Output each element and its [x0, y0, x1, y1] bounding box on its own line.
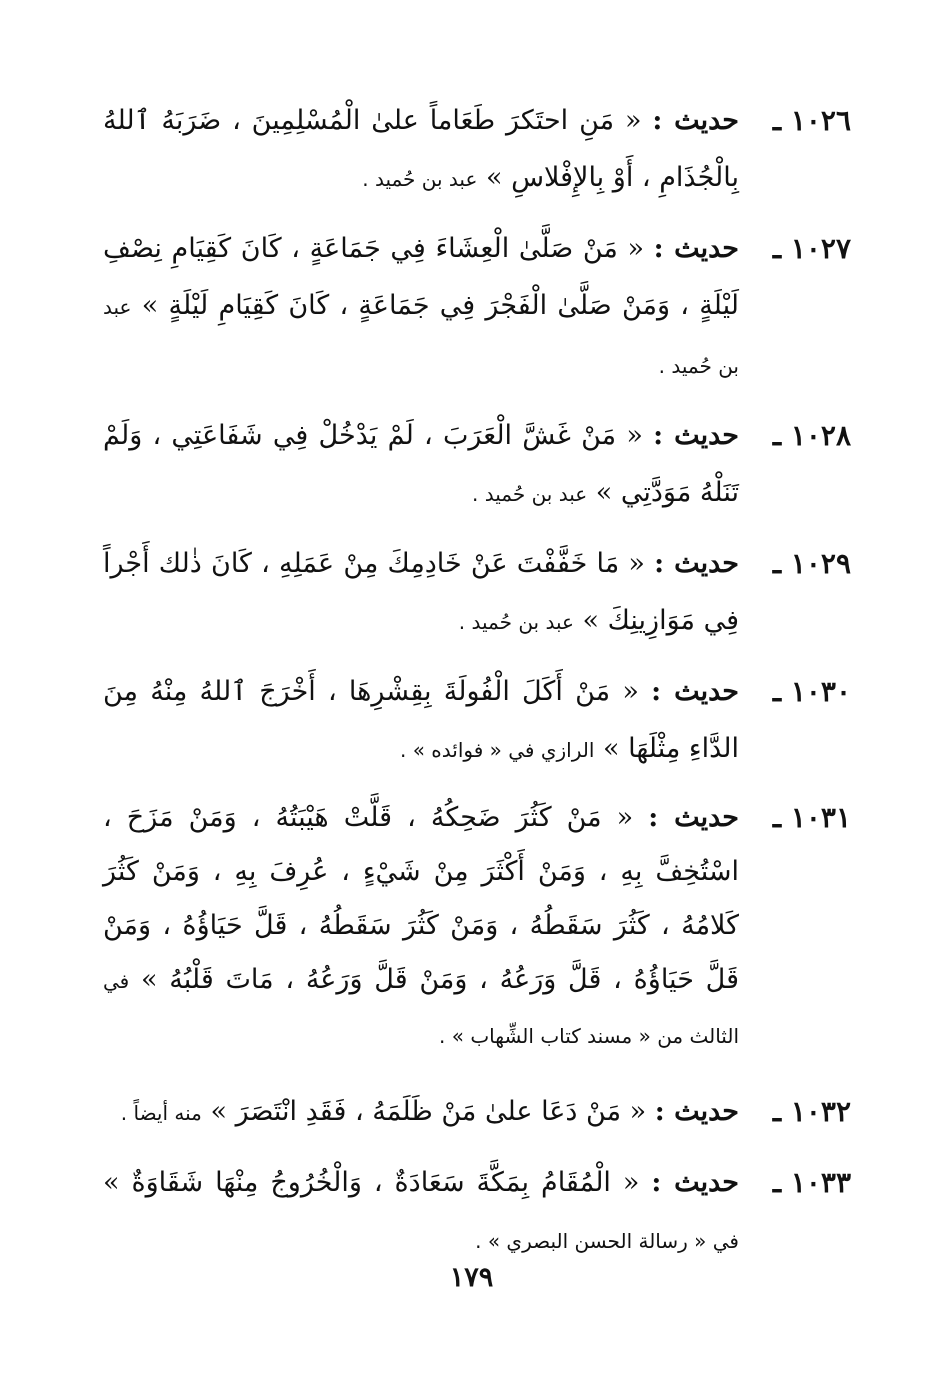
hadith-text: « مَنْ صَلَّىٰ الْعِشَاءَ فِي جَمَاعَةٍ ، كَانَ كَقِيَامِ نِصْفِ لَيْلَةٍ ، وَمَنْ صَلَّىٰ الْفَجْرَ فِي جَمَاعَةٍ ، كَانَ كَقِيَامِ لَيْلَةٍ » — [103, 233, 739, 321]
hadith-keyword: حديث : — [652, 105, 739, 136]
hadith-source: عبد بن حُميد . — [103, 295, 739, 378]
hadith-source: منه أيضاً . — [120, 1101, 202, 1125]
hadith-source: في « رسالة الحسن البصري » . — [475, 1229, 739, 1253]
hadith-source: الرازي في « فوائده » . — [399, 738, 595, 762]
hadith-keyword: حديث : — [654, 1096, 739, 1127]
entry-number: ١٠٢٧ ـ — [772, 232, 851, 265]
entry-number: ١٠٣١ ـ — [772, 801, 851, 834]
entry-number: ١٠٣٢ ـ — [772, 1095, 851, 1128]
hadith-entry-1028 — [103, 407, 851, 523]
entry-number: ١٠٢٦ ـ — [772, 104, 851, 137]
hadith-text: « مَنْ كَثُرَ ضَحِكُهُ ، قَلَّتْ هَيْبَتُهُ ، وَمَنْ مَزَحَ ، اسْتُخِفَّ بِهِ ، وَمَنْ أَكْثَرَ مِنْ شَيْءٍ ، عُرِفَ بِهِ ، وَمَنْ كَثُرَ كَلامُهُ ، كَثُرَ سَقَطُهُ ، وَمَنْ كَثُرَ سَقَطُهُ ، قَلَّ حَيَاؤُهُ ، وَمَنْ قَلَّ حَيَاؤُهُ ، قَلَّ وَرَعُهُ ، وَمَنْ قَلَّ وَرَعُهُ ، مَاتَ قَلْبُهُ » — [103, 802, 739, 995]
hadith-keyword: حديث : — [654, 548, 739, 579]
hadith-text: « مَنْ دَعَا علىٰ مَنْ ظَلَمَهُ ، فَقَدِ انْتَصَرَ » — [210, 1096, 647, 1127]
hadith-keyword: حديث : — [648, 802, 739, 833]
hadith-entry-1031 — [103, 791, 851, 1063]
hadith-source: عبد بن حُميد . — [362, 167, 478, 191]
hadith-entry-1026 — [103, 92, 851, 208]
hadith-text: « مَنِ احتَكرَ طَعَاماً علىٰ الْمُسْلِمِينَ ، ضَرَبَهُ ٱللهُ بِالْجُذَامِ ، أَوْ بِالإِفْلاسِ » — [103, 105, 739, 193]
page-number: ١٧٩ — [449, 1262, 494, 1293]
hadith-text: « مَا خَفَّفْتَ عَنْ خَادِمِكَ مِنْ عَمَلِهِ ، كَانَ ذٰلك أَجْراً فِي مَوَازِينِكَ » — [103, 548, 739, 636]
hadith-source: عبد بن حُميد . — [472, 482, 588, 506]
entry-number: ١٠٢٨ ـ — [772, 419, 851, 452]
hadith-entry-1033 — [103, 1154, 851, 1270]
hadith-entry-1030 — [103, 663, 851, 779]
hadith-keyword: حديث : — [653, 233, 739, 264]
entry-number: ١٠٣٣ ـ — [772, 1166, 851, 1199]
book-page-body — [103, 92, 851, 1270]
hadith-text: « الْمُقَامُ بِمَكَّةَ سَعَادَةٌ ، وَالْخُرُوجُ مِنْهَا شَقَاوَةٌ » — [103, 1167, 640, 1198]
hadith-source: في الثالث من « مسند كتاب الشِّهاب » . — [103, 969, 739, 1048]
hadith-text: « مَنْ غَشَّ الْعَرَبَ ، لَمْ يَدْخُلْ فِي شَفَاعَتِي ، وَلَمْ تَنَلْهُ مَوَدَّتِي » — [103, 420, 739, 508]
hadith-keyword: حديث : — [651, 676, 739, 707]
hadith-text: « مَنْ أَكَلَ الْفُولَةَ بِقِشْرِهَا ، أَخْرَجَ ٱللهُ مِنْهُ مِنَ الدَّاءِ مِثْلَهَا » — [103, 676, 739, 764]
hadith-entry-1032 — [103, 1083, 851, 1142]
entry-number: ١٠٣٠ ـ — [772, 675, 851, 708]
hadith-entry-1027 — [103, 220, 851, 395]
hadith-source: عبد بن حُميد . — [458, 610, 574, 634]
hadith-entry-1029 — [103, 535, 851, 651]
hadith-keyword: حديث : — [651, 1167, 739, 1198]
entry-number: ١٠٢٩ ـ — [772, 547, 851, 580]
hadith-keyword: حديث : — [653, 420, 739, 451]
